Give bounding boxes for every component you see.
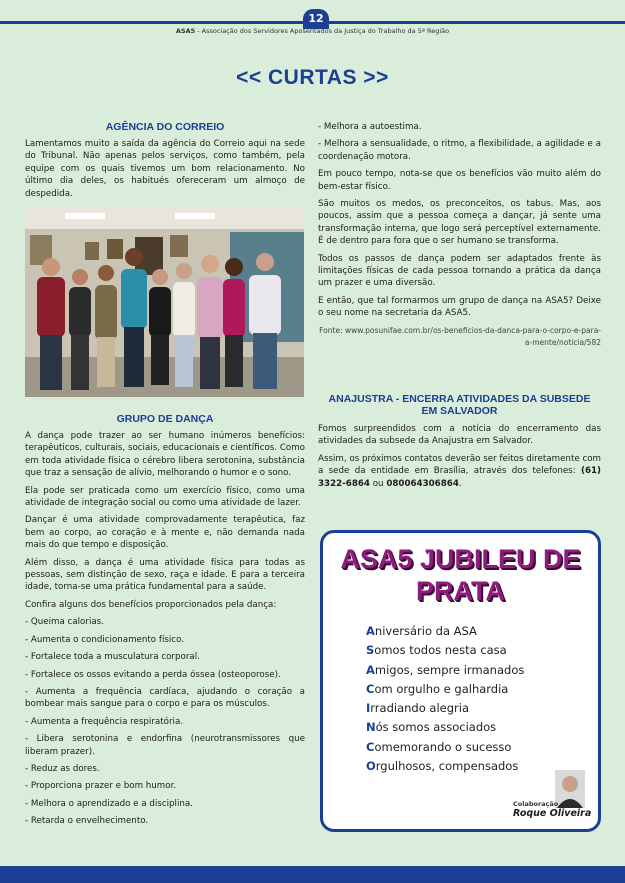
danca-continued-paragraph: - Melhora a sensualidade, o ritmo, a flexibilidade, a agilidade e a coordenação motora. (318, 139, 601, 162)
poem-initial: A (366, 662, 375, 677)
danca-paragraph: A dança pode trazer ao ser humano inúmeros benefícios: terapêuticos, culturais, sociais, educacionais e científicos. Como em toda atividade física o cérebro libera serotonina, substância que traz a sensação de alívio, melhorando o humor e o sono. (25, 431, 305, 479)
benefit-item: - Aumenta a frequência cardíaca, ajudando o coração a bombear mais sangue para o corpo e para os músculos. (25, 686, 305, 710)
poem-line (366, 738, 524, 757)
jubileu-title: ASA5 JUBILEU DE PRATA (340, 544, 581, 606)
collab-label: Colaboração (513, 800, 559, 808)
danca-paragraph: Ela pode ser praticada como um exercício físico, como uma atividade de integração social ou como uma atividade de lazer. (25, 485, 305, 509)
poem-line (366, 757, 524, 776)
agencia-section (25, 121, 305, 205)
anajustra-text: Fomos surpreendidos com a notícia do encerramento das atividades da subsede da Anajustra em Salvador. (318, 424, 601, 447)
collab-name: Roque Oliveira (513, 808, 592, 819)
danca-continued-paragraph: Todos os passos de dança podem ser adaptados frente às limitações físicas de cada pessoa tornando a prática da dança um prazer e uma diversão. (318, 253, 601, 289)
anajustra-heading: ANAJUSTRA - ENCERRA ATIVIDADES DA SUBSEDE EM SALVADOR (328, 393, 591, 417)
anajustra-contact-text: Assim, os próximos contatos deverão ser feitos diretamente com a sede da entidade em Brasília, através dos telefones: (318, 453, 602, 477)
page-header (0, 27, 625, 35)
poem-initial: C (366, 681, 375, 696)
poem-line (366, 680, 524, 699)
poem-initial: C (366, 739, 375, 754)
benefit-item: - Retarda o envelhecimento. (25, 816, 149, 827)
danca-continued-paragraph: São muitos os medos, os preconceitos, os tabus. Mas, aos poucos, assim que a pessoa começa a dançar, já sente uma transformação interna, que logo será perceptível externamente. É de dentro para fora que o ser humano se transforma. (318, 199, 601, 247)
poem-initial: I (366, 701, 371, 716)
header-org: ASA5 (175, 27, 196, 35)
danca-continued (318, 121, 601, 355)
poem-text: omemorando o sucesso (374, 739, 512, 754)
jubileu-poem (366, 622, 524, 776)
phone-separator: ou (369, 478, 387, 489)
benefit-item: - Fortalece toda a musculatura corporal. (25, 652, 200, 663)
poem-initial: A (366, 624, 375, 638)
benefit-item: - Aumenta o condicionamento físico. (25, 634, 184, 645)
benefit-item: - Reduz as dores. (25, 763, 100, 774)
anajustra-contact (318, 453, 601, 490)
danca-section (25, 413, 305, 833)
danca-continued-paragraph: E então, que tal formarmos um grupo de dança na ASA5? Deixe o seu nome na secretaria da ASA5. (318, 295, 601, 319)
page-title: << CURTAS >> (236, 66, 389, 89)
group-photo-illustration (25, 207, 304, 397)
poem-text: omos todos nesta casa (374, 643, 507, 658)
poem-line (366, 641, 524, 660)
group-photo (25, 207, 304, 397)
danca-source: Fonte: www.posunifae.com.br/os-beneficios-da-danca-para-o-corpo-e-para-a-mente/noticia/582 (319, 325, 601, 348)
danca-continued-paragraph: - Melhora a autoestima. (318, 122, 422, 132)
poem-initial: N (366, 720, 376, 735)
danca-continued-paragraph: Em pouco tempo, nota-se que os benefícios vão muito além do bem-estar físico. (318, 169, 601, 192)
poem-text: rradiando alegria (370, 701, 469, 716)
contact-end: . (458, 478, 462, 489)
poem-text: om orgulho e galhardia (374, 681, 509, 696)
poem-line (366, 661, 524, 680)
benefit-item: - Proporciona prazer e bom humor. (25, 781, 177, 792)
phone-number: 080064306864 (386, 478, 459, 489)
footer-bar (0, 866, 625, 883)
poem-text: rgulhosos, compensados (375, 759, 519, 774)
benefit-item: - Libera serotonina e endorfina (neurotransmissores que liberam prazer). (25, 734, 305, 757)
poem-initial: S (366, 643, 375, 658)
poem-text: migos, sempre irmanados (374, 662, 525, 677)
danca-heading: GRUPO DE DANÇA (116, 413, 214, 425)
danca-paragraph: Confira alguns dos benefícios proporcionados pela dança: (25, 599, 277, 610)
poem-text: niversário da ASA (374, 624, 477, 638)
benefit-item: - Queima calorias. (25, 617, 104, 628)
jubileu-box (320, 530, 601, 832)
agencia-text: Lamentamos muito a saída da agência do Correio aqui na sede do Tribunal. Não apenas pelos serviços, como também, pela equipe com os quais tivemos um bom relacionamento. No último dia deles, os habitués ofereceram um almoço de despedida. (25, 139, 305, 199)
poem-initial: O (366, 759, 376, 774)
agencia-heading: AGÊNCIA DO CORREIO (105, 121, 225, 133)
danca-paragraph: Além disso, a dança é uma atividade física para todas as pessoas, sem distinção de sexo, raça e idade. E para a terceira idade, torna-se uma prática fundamental para a saúde. (25, 557, 305, 593)
phone-number: (61) 3322-6864 (318, 466, 601, 489)
header-org-full: - Associação dos Servidores Aposentados da Justiça do Trabalho da 5ª Região (195, 27, 450, 35)
author-photo (555, 770, 585, 808)
benefit-item: - Melhora o aprendizado e a disciplina. (25, 798, 193, 809)
page-number: 12 (303, 9, 329, 29)
anajustra-section (318, 393, 601, 495)
poem-line (366, 718, 524, 737)
benefit-item: - Fortalece os ossos evitando a perda óssea (osteoporose). (25, 669, 281, 680)
poem-text: ós somos associados (375, 720, 497, 735)
benefit-item: - Aumenta a frequência respiratória. (25, 716, 184, 727)
danca-paragraph: Dançar é uma atividade comprovadamente terapêutica, faz bem ao corpo, ao coração e à mente e, não demanda nada mais do que tempo e disposição. (25, 515, 305, 551)
poem-line (366, 699, 524, 718)
poem-line (366, 622, 524, 641)
